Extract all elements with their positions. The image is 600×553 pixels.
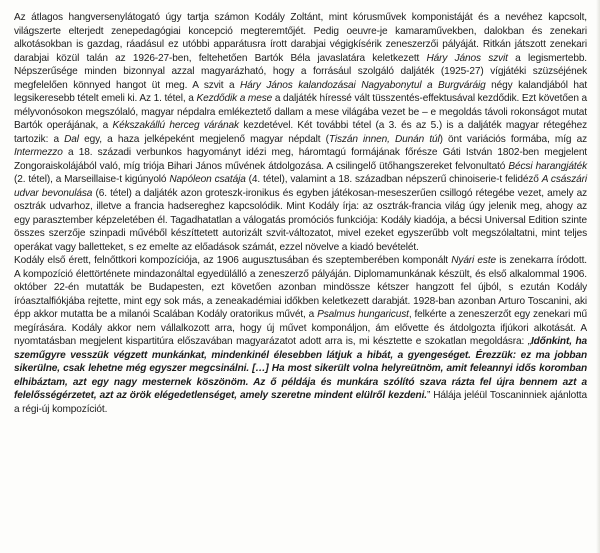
text-run: (6. tétel) a daljáték azon groteszk-ironikus és egyben játékosan-meseszerűen csillogó rétegébe vezet, amely az osztrák udvarhoz, illetve a francia hadsereghez kapcsolódik. Mint Kodály írja: az osztrák-francia világ úgy jelenik meg, ahogy az egy parasztember képzeletében él. Tagadhatatlan a válogatás promóciós funkciója: Kodály kiadója, a bécsi Universal Edition szinte összes szerzője szinpadi művéből készíttetett autorizált szvit-változatot, mivel ezeket egyszerűbb volt megszólaltatni, mint teljes operákat vagy balletteket, s ez emelte az előadások számát, ezzel növelve a kiadó bevételét. [14,187,588,253]
title-italic-run: Dal [64,133,79,145]
title-italic-run: Kékszakállú herceg várának [112,120,239,131]
text-run: ” Hálája jeléül Toscaninniek ajánlotta a régi-új kompozíciót. [14,390,587,415]
text-run: , felkérte a zeneszerzőt egy zenekari mű megírására. Kodály akkor nem vállalkozott arra, hogy új művet komponáljon, ám elővette és átdolgozta ifjúkori alkotását. A nyomtatásban megjelent kispartitúra előszavában magyarázatot adott arra is, mi késztette e szokatlan megoldásra: „ [14,309,587,347]
page-edge-shadow [596,0,600,553]
text-run: is zenekarra íródott. A kompozíció élettörténete mindazonáltal egyedülálló a zeneszerző pályáján. Diplomamunkának készült, és első alkalommal 1906. október 22-én mutatták be Budapesten, ezt követően azonban mindössze kétszer hangzott fel újból, s ezután Kodály íróasztalfiókjába rejtette, mint egy sok más, a zeneakadémiai időkben keletkezett darabját. 1928-ban azonban Arturo Toscanini, aki épp akkor mutatta be a milanói Scalában Kodály oratorikus művét, a [14,255,587,320]
title-italic-run: Intermezzo [14,147,63,158]
text-run: a daljáték híressé vált tüsszentés-effektusával kezdődik. Ezt követően a mélyvonósokon megszólaló, magyar népdalra emlékeztető dallam a mese világába vezet be – e megoldás távoli rokonságot mutat Bartók operájának, a [14,93,587,131]
title-italic-run: Bécsi harangjáték [508,160,587,172]
text-run: a 18. századi verbunkos hagyományt idézi meg, háromtagú formájának főrésze Gáti István 1802-ben megjelent Zongoraiskolájából való, míg triója Bihari János művének átdolgozása. A csilingelő ütőhangszereket felvonultató [14,147,587,172]
text-run: (4. tétel), valamint a 18. században népszerű chinoiserie-t felidéző [245,174,542,185]
title-italic-run: Nyári este [451,255,496,266]
paragraph-nyari-este [14,254,587,416]
text-run: a legismertebb. Népszerűsége minden bizonnyal azzal magyarázható, hogy a forrásául szolgáló daljáték (1925-27) vígjátéki szüzséjének megfelelően könnyed hangot üt meg. A szvit a [14,52,587,91]
title-italic-run: Tiszán innen, Dunán túl [328,133,440,145]
text-run: egy, a haza jelképeként megjelenő magyar népdalt ( [78,133,329,145]
text-run: ) önt variációs formába, míg az [439,133,587,145]
title-italic-run: Háry János kalandozásai Nagyabonytul a Burgváráig [240,79,486,91]
title-italic-run: Kezdődik a mese [196,93,273,104]
text-run: (2. tétel), a Marseillaise-t kigúnyoló [14,174,170,185]
text-run: Az átlagos hangversenylátogató úgy tartja számon Kodály Zoltánt, mint kórusművek komponistáját és a nevéhez kapcsolt, világszerte elterjedt zenepedagógiai koncepció megteremtőjét. Pedig oeuvre-je kamaraművekben, dalokban és zenekari alkotásokban is gazdag, ráadásul ez utóbbi apparátusra írott darabjai végigkísérik zeneszerzői pályáját. Ritkán játszott zenekari darabjai közül talán az 1926-27-ben, feltehetően Bartók Béla javaslatára keletkezett [14,12,587,64]
title-italic-run: Napóleon csatája [169,174,246,185]
text-run: Kodály első érett, felnőttkori kompozíciója, az 1906 augusztusában és szeptemberében komponált [14,255,452,266]
text-run: négy kalandjából hat legsikeresebb tételt emeli ki. Az 1. tétel, a [14,79,588,104]
text-run: kezdetével. Két további tétel (a 3. és az 5.) is a daljáték magyar rétegéhez tartozik: a [14,120,588,145]
quote-bold-italic-run: Időnkint, ha szeműgyre vesszük végzett munkánkat, mindenkinél élesebben látjuk a hibát, a gyengeséget. Érezzük: ez ma jobban sikerülne, csak lehetne még egyszer megcsinálni. […] Ha most sikerült volna helyreütnöm, amit feleannyi idős koromban elhibáztam, azt egy nagy mesternek köszönöm. Az ő példája és munkára szólító szava rázta fel újra bennem azt a felelősségérzetet, azt az örök elégedetlenséget, amely szeretne mindent elülről kezdeni. [14,336,587,401]
title-italic-run: Psalmus hungaricust [317,309,409,320]
title-italic-run: Háry János szvit [426,52,508,64]
title-italic-run: A császári udvar bevonulása [14,174,587,199]
paragraph-hary-janos [14,11,587,254]
